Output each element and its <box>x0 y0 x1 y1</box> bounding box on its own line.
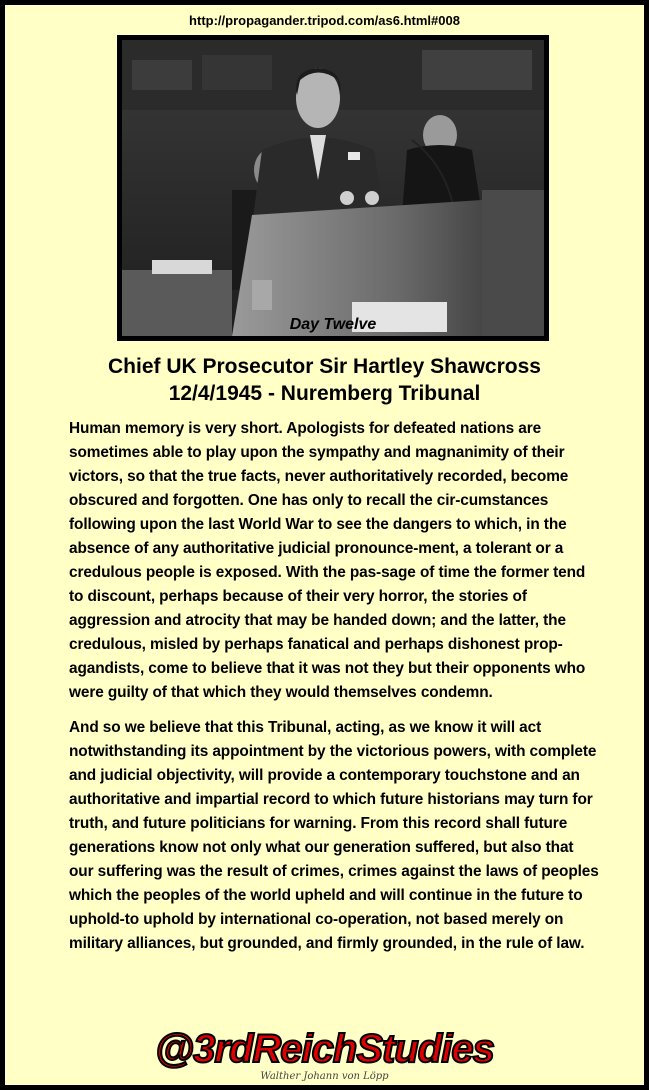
title-line-2: 12/4/1945 - Nuremberg Tribunal <box>168 382 481 405</box>
photo-caption: Day Twelve <box>289 316 377 333</box>
author-signature: Walther Johann von Löpp <box>260 1071 389 1082</box>
quote-paragraph-2: And so we believe that this Tribunal, acting, as we know it will act notwithstanding its appointment by the victorious powers, with complete and judicial objectivity, will provide a contemporary touchstone and an authoritative and impartial record to which future historians may turn for truth, and future politicians for warning. From this record shall future generations know not only what our generation suffered, but also that our suffering was the result of crimes, crimes against the laws of peoples which the peoples of the world upheld and will continue in the future to uphold-to uphold by international co-operation, not based merely on military alliances, but grounded, and firmly grounded, in the rule of law. <box>69 719 599 952</box>
quote-paragraph-1: Human memory is very short. Apologists for defeated nations are sometimes able to play upon the sympathy and magnanimity of their victors, so that the true facts, never authoritatively recorded, become obscured and forgotten. One has only to recall the cir-cumstances following upon the last World War to see the dangers to which, in the absence of any authoritative judicial pronounce-ment, a tolerant or a credulous people is exposed. With the pas-sage of time the former tend to discount, perhaps because of their very horror, the stories of aggression and atrocity that may be handed down; and the latter, the credulous, misled by perhaps fanatical and perhaps dishonest prop-agandists, come to believe that it was not they but their opponents who were guilty of that which they would themselves condemn. <box>69 420 586 701</box>
title-line-1: Chief UK Prosecutor Sir Hartley Shawcross <box>108 355 541 378</box>
quote-body <box>69 417 599 967</box>
page-title <box>5 353 644 407</box>
courtroom-photo <box>122 40 544 336</box>
courtroom-photo-illustration <box>122 40 544 336</box>
source-url: http://propagander.tripod.com/as6.html#008 <box>189 13 460 28</box>
brand-logo: @3rdReichStudies <box>155 1027 494 1071</box>
photo-frame <box>117 35 549 341</box>
page-frame <box>3 3 646 1087</box>
